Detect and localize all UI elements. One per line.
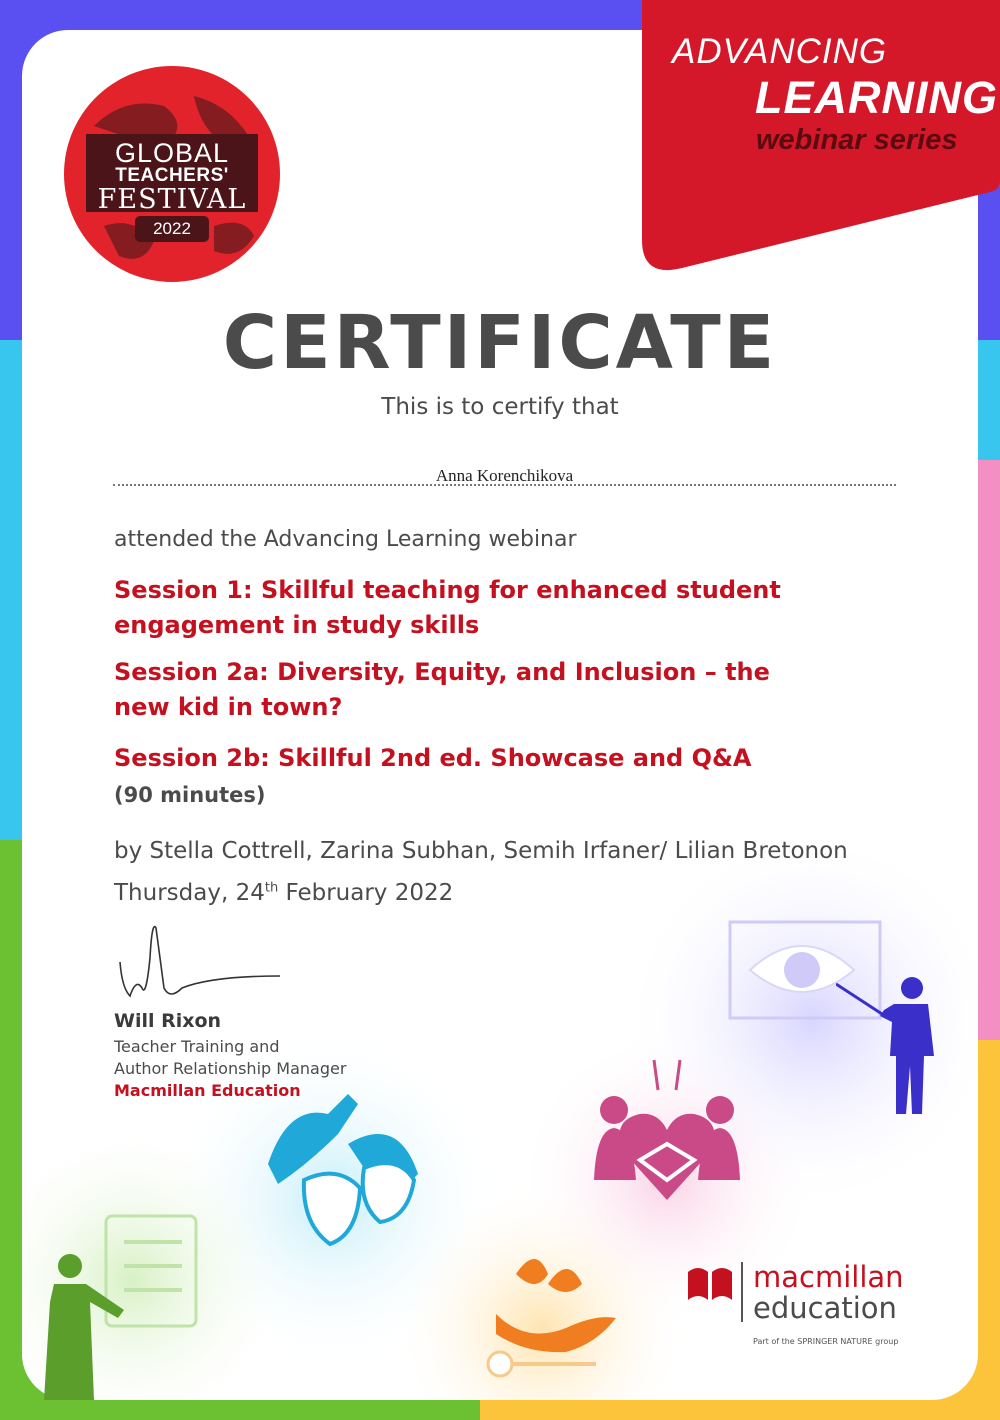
publisher-divider bbox=[741, 1262, 743, 1322]
session-duration: (90 minutes) bbox=[114, 783, 266, 807]
macmillan-logo-icon bbox=[686, 1262, 734, 1302]
session-2b: Session 2b: Skillful 2nd ed. Showcase and Q&A bbox=[114, 744, 752, 772]
logo-line-global: GLOBAL bbox=[114, 138, 230, 168]
banner-advancing: ADVANCING bbox=[672, 32, 888, 71]
recipient-name: Anna Korenchikova bbox=[435, 466, 574, 485]
festival-logo bbox=[64, 66, 280, 282]
date-prefix: Thursday, 24 bbox=[114, 880, 265, 906]
logo-line-teachers: TEACHERS' bbox=[115, 165, 229, 186]
date-ordinal: th bbox=[264, 880, 279, 896]
heart-handshake-icon bbox=[592, 1050, 742, 1210]
certify-intro: This is to certify that bbox=[381, 394, 619, 420]
event-date bbox=[114, 880, 453, 906]
publisher-name: macmillan bbox=[753, 1260, 904, 1294]
banner-learning: LEARNING bbox=[755, 72, 998, 123]
signer-organization: Macmillan Education bbox=[114, 1081, 301, 1100]
signature-mark bbox=[112, 918, 292, 1008]
signer-name: Will Rixon bbox=[114, 1010, 222, 1032]
woman-icon bbox=[30, 1250, 140, 1400]
plant-in-hand-icon bbox=[486, 1244, 626, 1394]
signer-role-line2: Author Relationship Manager bbox=[114, 1059, 347, 1078]
publisher-name-line2: education bbox=[753, 1291, 897, 1325]
session-1: Session 1: Skillful teaching for enhanced student engagement in study skills bbox=[114, 576, 781, 639]
banner-webinar-series: webinar series bbox=[756, 124, 958, 156]
attended-text: attended the Advancing Learning webinar bbox=[114, 527, 577, 552]
theatre-masks-icon bbox=[248, 1084, 428, 1254]
teacher-pointing-icon bbox=[836, 974, 946, 1124]
presenters: by Stella Cottrell, Zarina Subhan, Semih Irfaner/ Lilian Bretonon bbox=[114, 838, 848, 864]
signer-role-line1: Teacher Training and bbox=[114, 1037, 280, 1056]
name-dotted-line bbox=[113, 484, 896, 486]
logo-year: 2022 bbox=[135, 216, 209, 242]
logo-line-festival: FESTIVAL bbox=[97, 184, 247, 215]
date-suffix: February 2022 bbox=[278, 880, 454, 906]
signer-role bbox=[114, 1036, 346, 1080]
session-2a: Session 2a: Diversity, Equity, and Inclusion – the new kid in town? bbox=[114, 658, 770, 721]
publisher-tagline: Part of the SPRINGER NATURE group bbox=[753, 1337, 899, 1346]
certificate-title: CERTIFICATE bbox=[222, 300, 778, 386]
